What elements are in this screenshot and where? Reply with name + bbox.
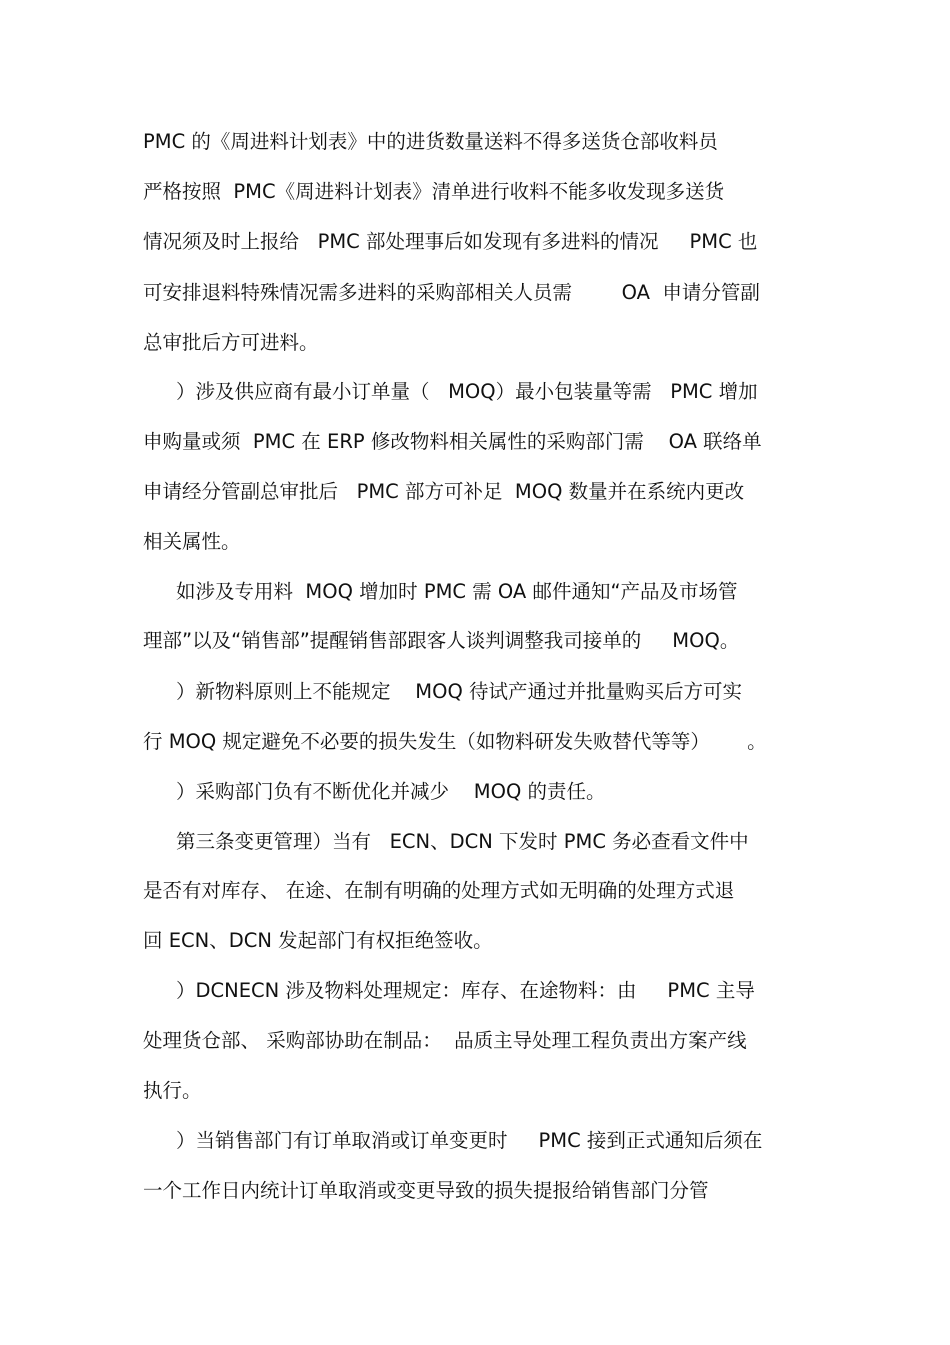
text-line: 回 ECN、DCN 发起部门有权拒绝签收。 [143,929,493,952]
text-line: 申请经分管副总审批后 PMC 部方可补足 MOQ 数量并在系统内更改 [143,480,745,503]
text-line: PMC 的《周进料计划表》中的进货数量送料不得多送货仓部收料员 [143,130,718,153]
text-line: ）当销售部门有订单取消或订单变更时 PMC 接到正式通知后须在 [176,1129,763,1152]
text-line: 情况须及时上报给 PMC 部处理事后如发现有多进料的情况 PMC 也 [143,230,758,253]
text-line: 如涉及专用料 MOQ 增加时 PMC 需 OA 邮件通知“产品及市场管 [176,580,738,603]
text-line: 理部”以及“销售部”提醒销售部跟客人谈判调整我司接单的 MOQ。 [143,629,740,652]
text-line: 执行。 [143,1079,202,1102]
text-line: 总审批后方可进料。 [143,331,319,354]
text-line: 相关属性。 [143,530,241,553]
text-line: ）采购部门负有不断优化并减少 MOQ 的责任。 [176,780,606,803]
text-line: 一个工作日内统计订单取消或变更导致的损失提报给销售部门分管 [143,1179,709,1202]
text-line: 行 MOQ 规定避免不必要的损失发生（如物料研发失败替代等等） 。 [143,730,767,753]
text-line: 可安排退料特殊情况需多进料的采购部相关人员需 OA 申请分管副 [143,281,760,304]
text-line: ）DCNECN 涉及物料处理规定：库存、在途物料：由 PMC 主导 [176,979,755,1002]
text-line: 申购量或须 PMC 在 ERP 修改物料相关属性的采购部门需 OA 联络单 [143,430,762,453]
text-line: 处理货仓部、 采购部协助在制品： 品质主导处理工程负责出方案产线 [143,1029,747,1052]
text-line: 是否有对库存、 在途、在制有明确的处理方式如无明确的处理方式退 [143,879,735,902]
text-line: ）新物料原则上不能规定 MOQ 待试产通过并批量购买后方可实 [176,680,743,703]
text-line: 严格按照 PMC《周进料计划表》清单进行收料不能多收发现多送货 [143,180,725,203]
text-line: 第三条变更管理）当有 ECN、DCN 下发时 PMC 务必查看文件中 [176,830,749,853]
text-line: ）涉及供应商有最小订单量（ MOQ）最小包装量等需 PMC 增加 [176,380,758,403]
